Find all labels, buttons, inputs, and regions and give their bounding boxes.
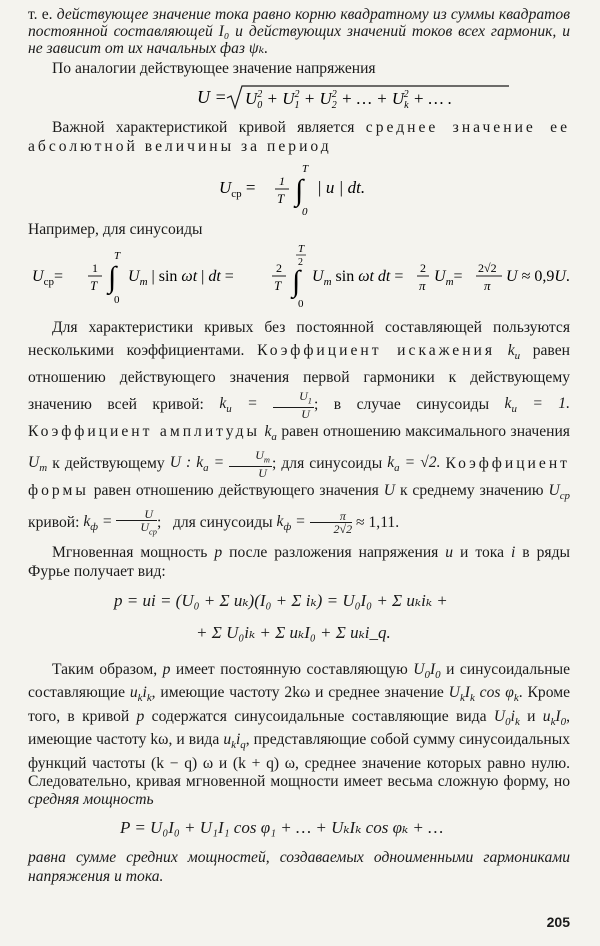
svg-text:0: 0	[302, 206, 308, 218]
paragraph-coefficients: Для характеристики кривых без постоянной составляющей пользуются несколькими коэффициентами. Коэффициент искажения $k_и$ равен отношению действующего значения первой гармоники к действующему значению всей кривой: $k_и$ = $\frac{U_1}{U}$ ; в случае синусоиды $k_и = 1$. Коэффициент амплитуды $k_a$ равен отношению максимального значения $U_m$ к действующему U : $k_a$ = $\frac{U_m}{U}$ ; для синусоиды $k_a = √2$. Коэффициент формы равен отношению действующего значения U к среднему значению $U_{ср}$ кривой: $k_ф$ = U $U_{ср}$ ; для синусоиды $k_ф$ = $\frac{\pi}{2√2}$ ≈ 1,11.	[28, 319, 571, 537]
thus-text-h: , имеющие частоту kω, и вида	[28, 707, 570, 749]
paragraph-top-lead: т. е.	[28, 6, 57, 23]
paragraph-top-line1: действующее значение тока равно корню квадратному из суммы	[56, 6, 495, 23]
paragraph-analogy: По аналогии действующее значение напряжения	[52, 60, 376, 77]
coeffs-sin-case-2: для синусоиды	[281, 454, 383, 472]
thus-text-b: имеет постоянную составляющую	[170, 661, 414, 678]
svg-text:T: T	[274, 278, 282, 293]
equation-rms-graphic	[79, 82, 519, 112]
paragraph-top	[28, 6, 570, 57]
symbol-ukik-cos: $U_kI_k$ $\cos \varphi_k$	[448, 684, 519, 705]
svg-text:2: 2	[298, 257, 303, 268]
svg-text:Uср =: $U_{ср}$ =	[219, 178, 256, 200]
symbol-i: i	[510, 544, 516, 561]
svg-text:∫: ∫	[108, 261, 117, 294]
thus-lead: Таким образом,	[52, 661, 163, 678]
paragraph-power	[28, 543, 570, 581]
symbol-ukik: $u_ki_k$	[129, 684, 152, 705]
thus-text-i: , представляющие собой сумму синусоидальных функций частоты (k − q) ω и (k + q) ω, среднее значение которых равно нулю. Следовательно, кривая мгновенной мощности имеет весьма сложную форму, но	[28, 731, 570, 790]
symbol-u0ik: $U_0i_k$	[493, 707, 520, 728]
symbol-p-2: p	[162, 661, 171, 678]
symbol-k-a: $k_a$	[264, 423, 277, 444]
formula-k-u-one: $k_и = 1$.	[504, 395, 571, 416]
paragraph-average-lead: Важной характеристикой кривой является	[52, 119, 366, 136]
svg-text:T: T	[302, 163, 309, 175]
symbol-p-3: p	[136, 707, 145, 725]
term-distortion-coefficient: Коэффициент искажения	[257, 341, 496, 359]
equation-rms	[28, 82, 570, 112]
equation-sinusoid-graphic	[28, 241, 588, 311]
coeffs-form-def: равен отношению действующего значения	[93, 482, 379, 499]
coeffs-intro: Для характеристики кривых без постоянной составляющей пользуются несколькими коэффициентами.	[28, 319, 570, 359]
formula-k-a-sqrt2: $k_a = √2$.	[387, 454, 441, 475]
thus-text-g: и	[519, 707, 543, 725]
coeffs-distortion-def: равен отношению действующего значения первой гармоники к действующему значению всей кривой:	[28, 341, 570, 413]
thus-text-f: содержатся синусоидальные составляющие вида	[144, 707, 494, 725]
equation-power-1: p = ui = (U₀ + Σ uₖ)(I₀ + Σ iₖ) = U₀I₀ + Σ uₖiₖ +	[114, 591, 448, 610]
power-text-c: и тока	[453, 544, 511, 561]
svg-text:∫: ∫	[295, 174, 304, 207]
symbol-p: p	[214, 544, 223, 561]
svg-text:0: 0	[298, 298, 304, 310]
page-number: 205	[546, 914, 570, 930]
paragraph-final: равна сумме средних мощностей, создаваемых одноименными гармониками напряжения и тока.	[28, 848, 570, 885]
svg-text:U =: U =	[197, 87, 227, 107]
coeffs-amplitude-def-2: к действующему	[52, 454, 165, 472]
symbol-u: u	[445, 544, 454, 561]
equation-sinusoid	[28, 241, 570, 311]
svg-text:2: 2	[420, 261, 426, 275]
power-text-b: после разложения напряжения	[222, 544, 446, 561]
svg-text:∫: ∫	[292, 265, 301, 298]
equation-power-2: + Σ U₀iₖ + Σ uₖI₀ + Σ uₖi_q.	[196, 623, 391, 642]
svg-text:T: T	[298, 243, 305, 255]
symbol-u-avg: $U_{ср}$	[548, 482, 570, 503]
paragraph-average-term: среднее значение ее абсолютной величины за период	[28, 119, 570, 155]
formula-k-f-value: $k_ф$ = $\frac{\pi}{2√2}$	[276, 509, 353, 537]
svg-text:2: 2	[276, 261, 282, 275]
symbol-u-rms: U	[383, 482, 396, 499]
thus-text-e: . Кроме того, в кривой	[28, 684, 570, 725]
svg-text:π: π	[484, 278, 491, 293]
paragraph-example: Например, для синусоиды	[28, 221, 203, 238]
svg-text:U ≈ 0,9U.: U ≈ 0,9U.	[506, 268, 570, 285]
symbol-u0i0: $U_0I_0$	[413, 661, 441, 682]
svg-text:| u | dt.: | u | dt.	[317, 178, 366, 197]
coeffs-sin-case: в случае синусоиды	[333, 395, 490, 413]
svg-text:0: 0	[114, 294, 120, 306]
paragraph-thus	[28, 661, 570, 810]
svg-text:Uср=: $U_{ср}=$	[32, 268, 63, 288]
term-form-coefficient: Коэффициент формы	[28, 454, 570, 499]
equation-average	[28, 160, 570, 218]
symbol-k-u: $k_и$	[507, 341, 521, 362]
formula-k-u: $k_и$ = $\frac{U_1}{U}$	[219, 388, 312, 421]
svg-text:T: T	[277, 191, 285, 206]
svg-text:1: 1	[92, 261, 98, 275]
svg-text:Um=: $U_m=$	[434, 268, 463, 288]
svg-text:1: 1	[279, 174, 285, 188]
svg-text:U02 + U12 + U22 + … + Uk2 + …: $U_02 + U_12 + U_22$ + … + $U_k2$ + … .	[245, 89, 453, 111]
symbol-u-m: $U_m$	[28, 454, 48, 475]
svg-text:T: T	[114, 250, 121, 262]
term-amplitude-coefficient: Коэффициент амплитуды	[28, 423, 260, 440]
thus-text-d: , имеющие частоту 2kω и среднее значение	[151, 684, 449, 702]
power-text-d: в ряды Фурье получает вид:	[28, 544, 570, 580]
formula-k-f: $k_ф$ = U $U_{ср}$	[83, 506, 157, 536]
symbol-ukiq: $u_ki_q$	[223, 731, 246, 752]
symbol-uki0: $u_kI_0$	[542, 707, 567, 728]
thus-text-c: и синусоидальные составляющие	[28, 661, 570, 702]
svg-text:T: T	[90, 278, 98, 293]
svg-text:π: π	[419, 278, 426, 293]
equation-average-graphic	[199, 160, 399, 218]
formula-k-a: U : $k_a$ = $\frac{U_m}{U}$	[169, 447, 270, 480]
paragraph-top-line3: всех гармоник, и не зависит от их начальных фаз ψₖ.	[28, 23, 570, 57]
svg-text:Um | sin ωt | dt =: $U_m$ | sin ωt | dt =	[128, 268, 234, 288]
svg-text:2√2: 2√2	[478, 261, 497, 275]
coeffs-sin-case-3: для синусоиды	[172, 513, 273, 531]
paragraph-top-line2: квадратов постоянной составляющей I₀ и действующих значений токов	[28, 6, 570, 40]
equation-mean-power: P = U₀I₀ + U₁I₁ cos φ₁ + … + UₖIₖ cos φₖ + …	[120, 817, 444, 837]
coeffs-form-def-2: к среднему значению	[399, 482, 544, 499]
paragraph-average	[28, 118, 570, 156]
coeffs-form-value: ≈ 1,11.	[356, 513, 400, 531]
svg-text:Um sin ωt dt =: $U_m$ sin ωt dt =	[312, 268, 404, 288]
power-lead: Мгновенная мощность	[52, 544, 215, 561]
coeffs-amplitude-def: равен отношению максимального значения	[281, 423, 570, 440]
coeffs-form-def-3: кривой:	[28, 513, 80, 531]
thus-mean-power-term: средняя мощность	[28, 791, 154, 809]
